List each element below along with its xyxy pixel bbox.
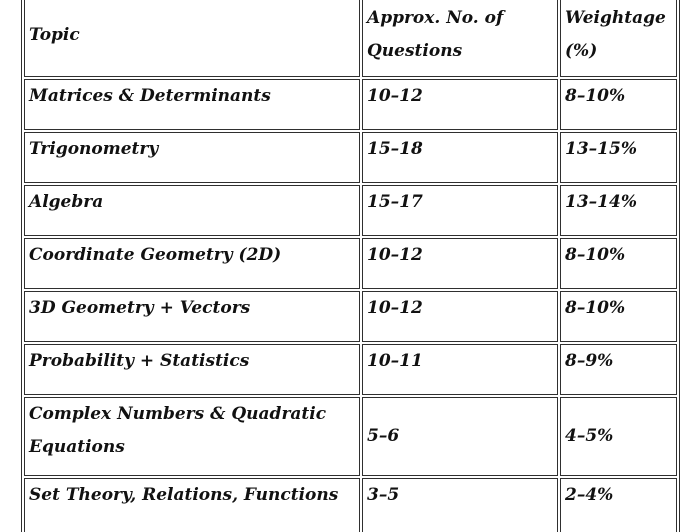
table-row: [24, 344, 677, 395]
questions-cell: 15–17: [362, 185, 558, 236]
syllabus-weightage-table: [21, 0, 680, 532]
topic-cell: Algebra: [24, 185, 360, 236]
column-header-topic: Topic: [24, 0, 360, 77]
weightage-cell: 8–10%: [560, 238, 677, 289]
table-row: [24, 238, 677, 289]
table-header-row: [24, 0, 677, 77]
table-row: [24, 185, 677, 236]
topic-cell: Matrices & Determinants: [24, 79, 360, 130]
weightage-cell: 4–5%: [560, 397, 677, 476]
table-row: [24, 291, 677, 342]
topic-cell: Complex Numbers & Quadratic Equations: [24, 397, 360, 476]
table-row: [24, 79, 677, 130]
weightage-cell: 8–9%: [560, 344, 677, 395]
table-row: [24, 478, 677, 532]
questions-cell: 15–18: [362, 132, 558, 183]
topic-cell: 3D Geometry + Vectors: [24, 291, 360, 342]
topic-cell: Coordinate Geometry (2D): [24, 238, 360, 289]
weightage-cell: 13–14%: [560, 185, 677, 236]
column-header-questions: Approx. No. of Questions: [362, 0, 558, 77]
questions-cell: 3–5: [362, 478, 558, 532]
weightage-cell: 2–4%: [560, 478, 677, 532]
weightage-cell: 8–10%: [560, 291, 677, 342]
questions-cell: 10–12: [362, 291, 558, 342]
table-row: [24, 132, 677, 183]
questions-cell: 5–6: [362, 397, 558, 476]
questions-cell: 10–12: [362, 79, 558, 130]
questions-cell: 10–12: [362, 238, 558, 289]
topic-cell: Probability + Statistics: [24, 344, 360, 395]
questions-cell: 10–11: [362, 344, 558, 395]
topic-cell: Trigonometry: [24, 132, 360, 183]
weightage-cell: 13–15%: [560, 132, 677, 183]
topic-cell: Set Theory, Relations, Functions: [24, 478, 360, 532]
weightage-cell: 8–10%: [560, 79, 677, 130]
table-row: [24, 397, 677, 476]
column-header-weightage: Weightage (%): [560, 0, 677, 77]
